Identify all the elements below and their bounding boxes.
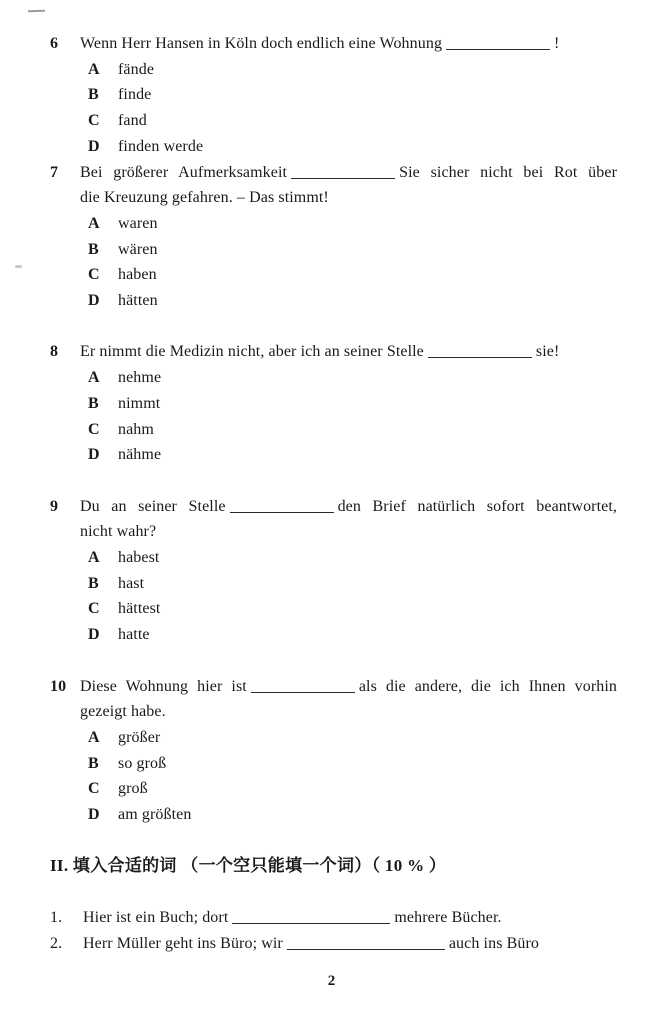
option-text: nähme bbox=[118, 446, 162, 464]
blank-line bbox=[251, 679, 355, 693]
section-2-heading: II. 填入合适的词 （一个空只能填一个词）（ 10 % ） bbox=[50, 856, 447, 876]
option-letter: B bbox=[88, 240, 99, 258]
question-number: 10 bbox=[50, 677, 67, 695]
option-text: waren bbox=[118, 214, 158, 232]
scan-artifact-dot bbox=[15, 265, 22, 268]
option-text: nahm bbox=[118, 420, 154, 438]
question-text bbox=[80, 494, 617, 520]
option-row bbox=[88, 776, 617, 802]
option-text: fand bbox=[118, 112, 147, 130]
option-text: hast bbox=[118, 574, 145, 592]
fill-text-before-blank: Hier ist ein Buch; dort bbox=[83, 909, 229, 927]
option-letter: B bbox=[88, 754, 99, 772]
fill-text-before-blank: Herr Müller geht ins Büro; wir bbox=[83, 934, 283, 952]
question-text-after-blank: ! bbox=[554, 35, 560, 52]
option-text: hättest bbox=[118, 600, 161, 618]
question-text-before-blank: Er nimmt die Medizin nicht, aber ich an seiner Stelle bbox=[80, 343, 424, 361]
question-number: 9 bbox=[50, 497, 59, 515]
blank-line bbox=[428, 344, 532, 358]
question-text-continued: die Kreuzung gefahren. – Das stimmt! bbox=[80, 189, 329, 207]
option-row bbox=[88, 288, 617, 314]
option-row bbox=[88, 751, 617, 777]
blank-line bbox=[230, 499, 334, 513]
option-row bbox=[88, 725, 617, 751]
option-text: so groß bbox=[118, 754, 167, 772]
option-letter: A bbox=[88, 728, 100, 746]
blank-line bbox=[291, 165, 395, 179]
option-letter: C bbox=[88, 420, 100, 438]
question-6-stem bbox=[50, 31, 617, 160]
option-row bbox=[88, 108, 617, 134]
question-text-before-blank: Wenn Herr Hansen in Köln doch endlich eine Wohnung bbox=[80, 35, 443, 52]
option-letter: D bbox=[88, 137, 100, 155]
option-row bbox=[88, 237, 617, 263]
question-number: 6 bbox=[50, 35, 59, 52]
question-number: 7 bbox=[50, 163, 59, 181]
option-row bbox=[88, 545, 617, 571]
option-letter: D bbox=[88, 626, 100, 644]
question-text-before-blank: Du an seiner Stelle bbox=[80, 497, 226, 515]
option-letter: C bbox=[88, 112, 100, 130]
option-text: habest bbox=[118, 549, 160, 567]
fill-item-text bbox=[83, 905, 617, 931]
fill-text-after-blank: auch ins Büro bbox=[448, 934, 540, 952]
question-7 bbox=[50, 160, 617, 314]
option-letter: A bbox=[88, 60, 100, 78]
blank-line bbox=[446, 36, 550, 50]
question-9 bbox=[50, 494, 617, 648]
question-text bbox=[80, 31, 617, 57]
option-row bbox=[88, 596, 617, 622]
question-text-before-blank: Bei größerer Aufmerksamkeit bbox=[80, 163, 288, 181]
question-8-stem bbox=[50, 339, 617, 468]
option-row bbox=[88, 442, 617, 468]
question-text-after-blank: Sie sicher nicht bei Rot über bbox=[399, 163, 618, 181]
question-8 bbox=[50, 339, 617, 468]
option-letter: A bbox=[88, 369, 100, 387]
option-text: finde bbox=[118, 86, 152, 104]
option-text: nehme bbox=[118, 369, 162, 387]
fill-item-2 bbox=[50, 931, 617, 957]
option-text: wären bbox=[118, 240, 158, 258]
fill-item-number: 1. bbox=[50, 909, 63, 927]
option-text: groß bbox=[118, 780, 148, 798]
question-6 bbox=[50, 31, 617, 160]
option-letter: B bbox=[88, 86, 99, 104]
fill-item-number: 2. bbox=[50, 934, 63, 952]
option-letter: C bbox=[88, 780, 100, 798]
option-text: nimmt bbox=[118, 394, 161, 412]
question-text-after-blank: den Brief natürlich sofort beantwortet, bbox=[337, 497, 617, 515]
question-text-after-blank: sie! bbox=[535, 343, 560, 361]
option-row bbox=[88, 262, 617, 288]
fill-text-after-blank: mehrere Bücher. bbox=[394, 909, 502, 927]
page-number: 2 bbox=[327, 973, 336, 989]
option-letter: D bbox=[88, 292, 100, 310]
option-text: hatte bbox=[118, 626, 150, 644]
question-text-continued: gezeigt habe. bbox=[80, 703, 166, 721]
option-letter: A bbox=[88, 214, 100, 232]
question-10 bbox=[50, 674, 617, 828]
question-text-after-blank: als die andere, die ich Ihnen vorhin bbox=[358, 677, 618, 695]
option-row bbox=[88, 802, 617, 828]
question-10-stem bbox=[50, 674, 617, 828]
option-letter: B bbox=[88, 574, 99, 592]
fill-item-1 bbox=[50, 905, 617, 931]
question-text-continued: nicht wahr? bbox=[80, 523, 157, 541]
option-row bbox=[88, 82, 617, 108]
option-row bbox=[88, 57, 617, 83]
question-text-before-blank: Diese Wohnung hier ist bbox=[80, 677, 247, 695]
option-row bbox=[88, 571, 617, 597]
option-row bbox=[88, 622, 617, 648]
blank-line bbox=[287, 936, 445, 950]
option-text: fände bbox=[118, 60, 155, 78]
option-row bbox=[88, 391, 617, 417]
option-letter: C bbox=[88, 600, 100, 618]
question-text bbox=[80, 674, 617, 700]
option-letter: D bbox=[88, 446, 100, 464]
option-text: größer bbox=[118, 728, 161, 746]
option-letter: D bbox=[88, 806, 100, 824]
option-letter: A bbox=[88, 549, 100, 567]
option-letter: C bbox=[88, 266, 100, 284]
question-number: 8 bbox=[50, 343, 59, 361]
option-row bbox=[88, 417, 617, 443]
option-text: am größten bbox=[118, 806, 192, 824]
fill-item-text bbox=[83, 931, 617, 957]
question-7-stem bbox=[50, 160, 617, 314]
option-text: haben bbox=[118, 266, 157, 284]
option-row bbox=[88, 211, 617, 237]
question-text bbox=[80, 160, 617, 186]
blank-line bbox=[232, 910, 390, 924]
option-letter: B bbox=[88, 394, 99, 412]
page-content bbox=[50, 31, 617, 957]
option-text: finden werde bbox=[118, 137, 204, 155]
option-row bbox=[88, 365, 617, 391]
option-row bbox=[88, 134, 617, 160]
question-9-stem bbox=[50, 494, 617, 648]
question-text bbox=[80, 339, 617, 365]
option-text: hätten bbox=[118, 292, 158, 310]
scan-artifact-dash bbox=[28, 10, 45, 13]
